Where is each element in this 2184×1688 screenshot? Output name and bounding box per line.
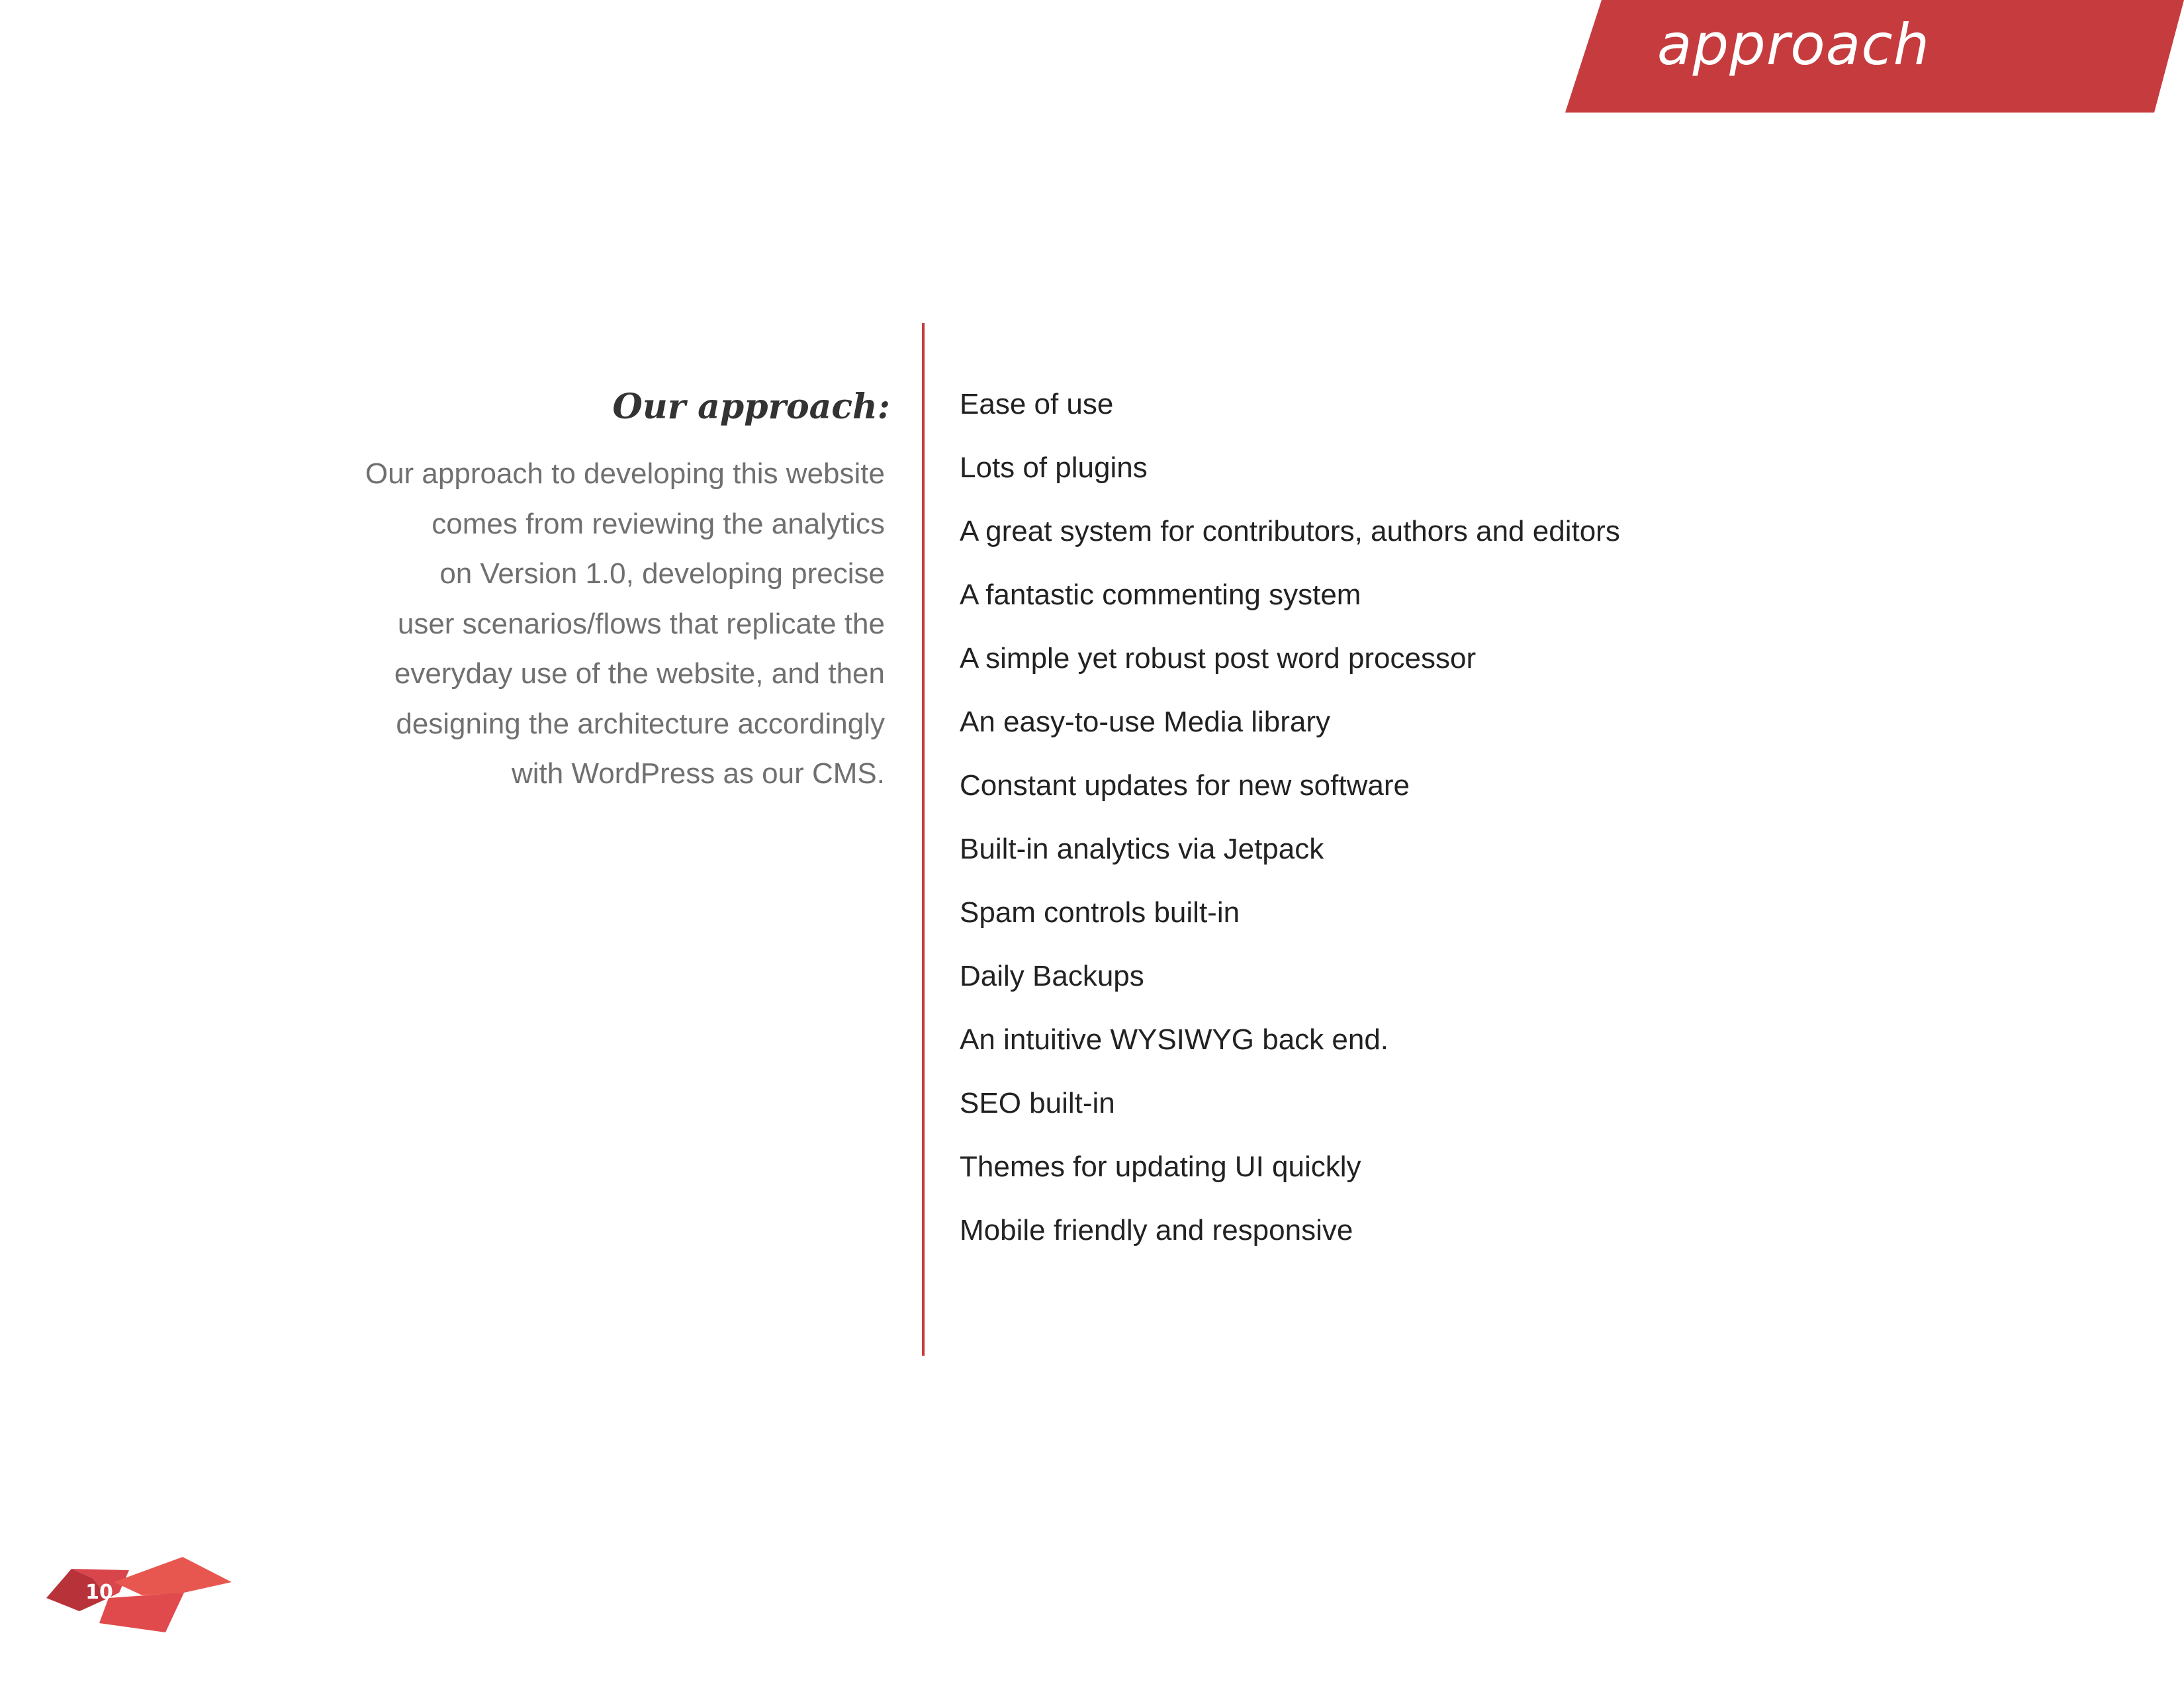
feature-list-item: A great system for contributors, authors and editors [960, 515, 1620, 547]
section-title: approach [1657, 12, 1931, 78]
feature-list-item: Themes for updating UI quickly [960, 1150, 1361, 1183]
intro-block [278, 377, 890, 799]
intro-heading: Our approach: [612, 387, 890, 427]
feature-list-item: A fantastic commenting system [960, 579, 1361, 611]
feature-list-item: An intuitive WYSIWYG back end. [960, 1023, 1389, 1056]
feature-list-item: Spam controls built-in [960, 896, 1240, 929]
feature-list [960, 376, 1620, 1266]
feature-list-item: Ease of use [960, 388, 1114, 420]
feature-list-item: Mobile friendly and responsive [960, 1214, 1353, 1246]
feature-list-item: A simple yet robust post word processor [960, 642, 1477, 675]
page-number-badge [46, 1556, 245, 1655]
feature-list-item: Lots of plugins [960, 451, 1148, 484]
feature-list-item: An easy-to-use Media library [960, 706, 1331, 738]
feature-list-item: Constant updates for new software [960, 769, 1410, 802]
page-number: 10 [85, 1581, 113, 1604]
feature-list-item: Daily Backups [960, 960, 1144, 992]
column-divider [922, 323, 925, 1356]
feature-list-item: Built-in analytics via Jetpack [960, 833, 1324, 865]
feature-list-item: SEO built-in [960, 1087, 1115, 1119]
intro-paragraph: Our approach to developing this website comes from reviewing the analytics on Version 1.0, developing precise user scenarios/flows that replicate the everyday use of the website, and then designing the architecture accordingly with WordPress as our CMS. [365, 457, 885, 790]
badge-shape-right [114, 1557, 232, 1595]
